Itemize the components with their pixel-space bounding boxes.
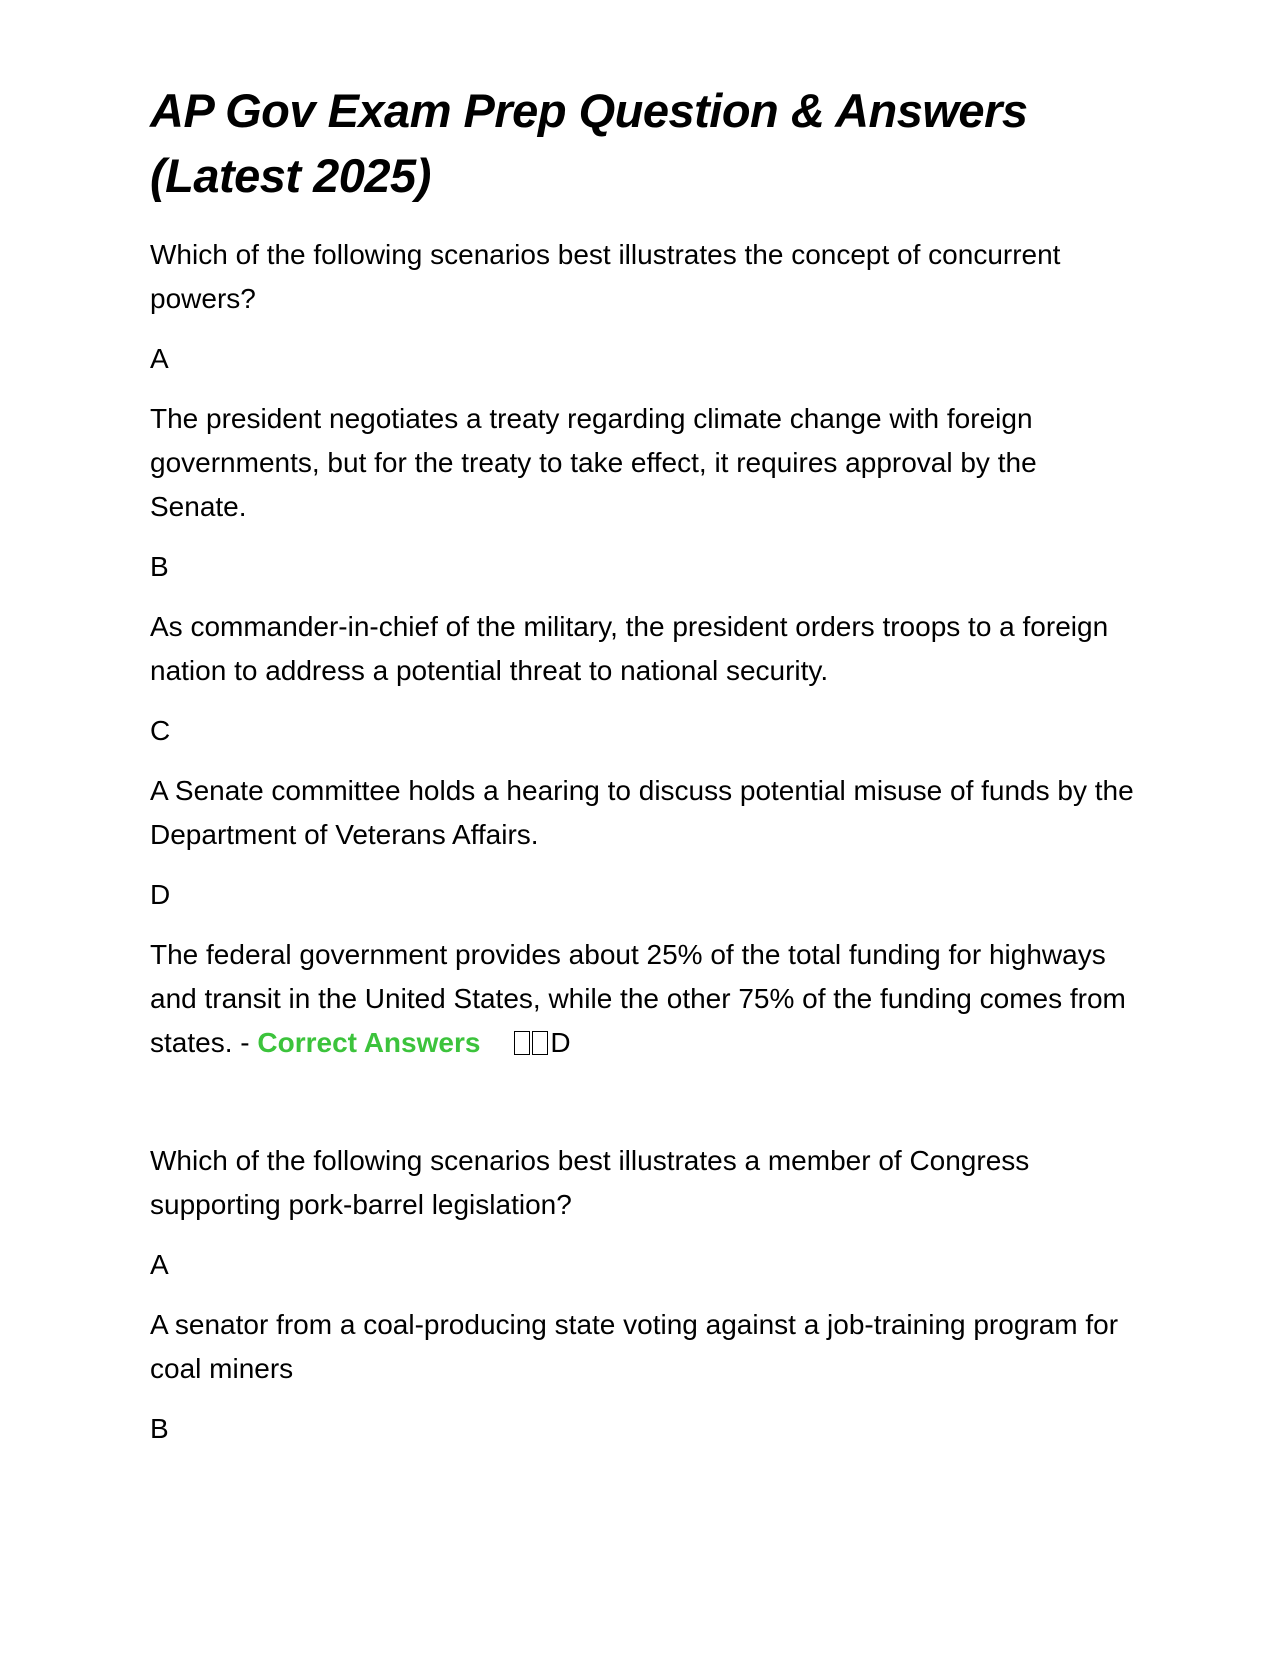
option-letter: B (150, 1413, 169, 1444)
option-text: The president negotiates a treaty regarding climate change with foreign governments, but for the treaty to take effect, it requires approval by the Senate. (150, 403, 1037, 522)
correct-answer-value: D (550, 1027, 571, 1058)
question-separator (150, 1081, 1140, 1139)
option-letter: B (150, 551, 169, 582)
missing-glyph-boxes-icon (514, 1021, 550, 1065)
option-letter: D (150, 879, 171, 910)
option-letter: C (150, 715, 171, 746)
option-text: A Senate committee holds a hearing to discuss potential misuse of funds by the Department of Veterans Affairs. (150, 775, 1134, 850)
question-prompt: Which of the following scenarios best illustrates the concept of concurrent powers? (150, 239, 1061, 314)
option-text-with-answer (150, 933, 1140, 1065)
option-letter: A (150, 343, 169, 374)
option-text: As commander-in-chief of the military, the president orders troops to a foreign nation to address a potential threat to national security. (150, 611, 1109, 686)
document-page (150, 78, 1140, 1467)
document-title: AP Gov Exam Prep Question & Answers (Latest 2025) (150, 84, 1028, 202)
option-text: A senator from a coal-producing state voting against a job-training program for coal miners (150, 1309, 1119, 1384)
correct-answers-label: Correct Answers (257, 1027, 481, 1058)
question-block-1 (150, 233, 1140, 1065)
question-prompt: Which of the following scenarios best illustrates a member of Congress supporting pork-barrel legislation? (150, 1145, 1030, 1220)
option-text: The federal government provides about 25% of the total funding for highways and transit in the United States, while the other 75% of the funding comes from states. - (150, 939, 1126, 1058)
option-letter: A (150, 1249, 169, 1280)
question-block-2 (150, 1139, 1140, 1451)
